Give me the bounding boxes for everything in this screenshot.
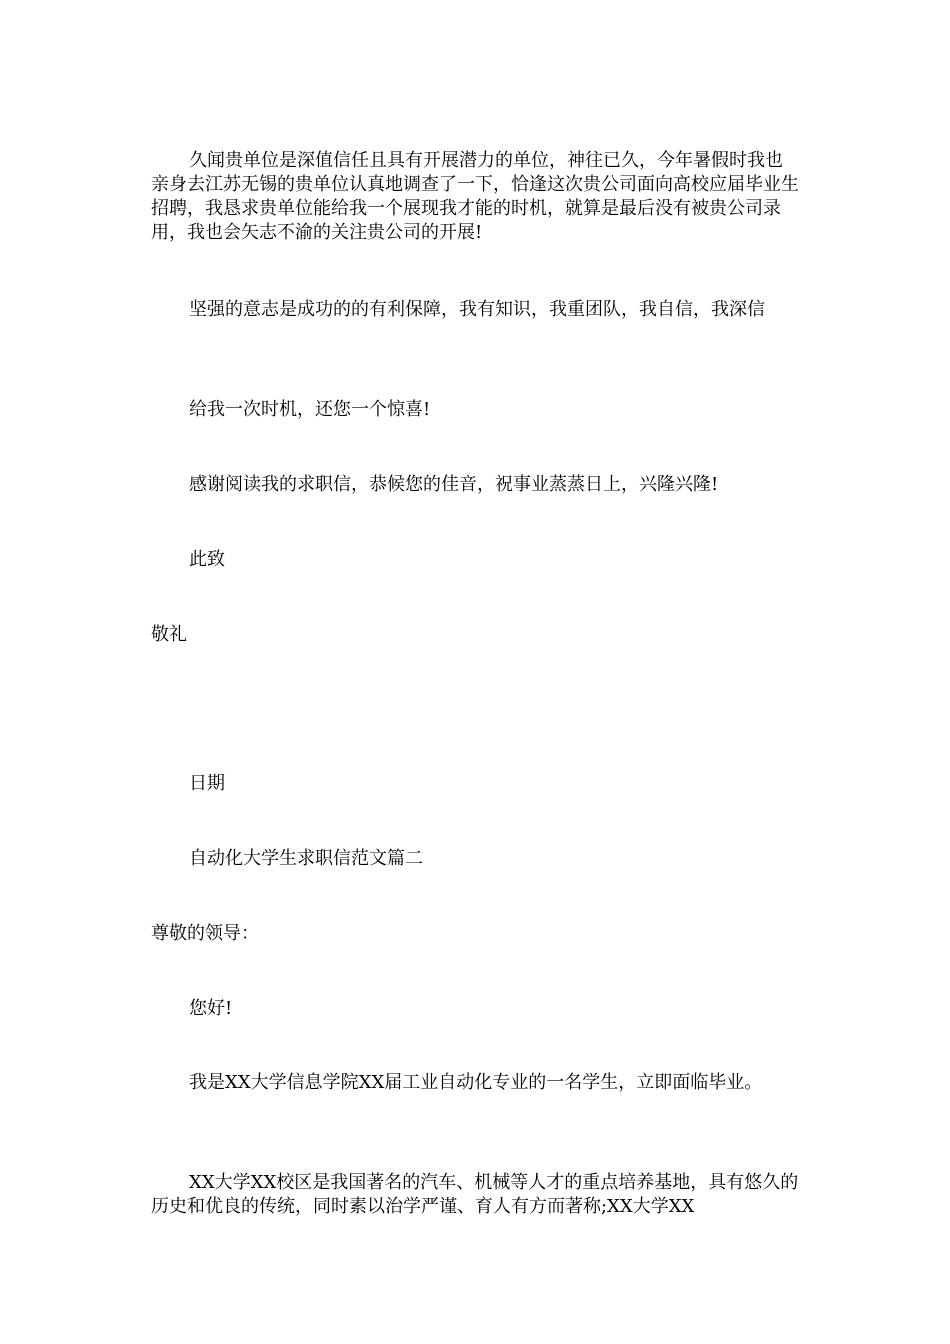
greeting: 您好! <box>189 998 233 1019</box>
date-label: 日期 <box>189 773 225 794</box>
paragraph-will: 坚强的意志是成功的的有利保障，我有知识，我重团队，我自信，我深信 <box>189 299 765 320</box>
paragraph-thanks: 感谢阅读我的求职信，恭候您的佳音，祝事业蒸蒸日上，兴隆兴隆! <box>189 474 719 495</box>
paragraph-university: XX大学XX校区是我国著名的汽车、机械等人才的重点培养基地，具有悠久的历史和优良的传统，同时素以治学严谨、育人有方而著称;XX大学XX <box>151 1172 799 1217</box>
salutation: 尊敬的领导： <box>151 923 259 944</box>
closing-jingli: 敬礼 <box>151 624 187 645</box>
paragraph-intro: 久闻贵单位是深值信任且具有开展潜力的单位，神往已久，今年暑假时我也亲身去江苏无锡的贵单位认真地调查了一下，恰逢这次贵公司面向高校应届毕业生招聘，我恳求贵单位能给我一个展现我才能的时机，就算是最后没有被贵公司录用，我也会矢志不渝的关注贵公司的开展! <box>151 150 799 243</box>
closing-cizhi: 此致 <box>189 549 225 570</box>
section-title: 自动化大学生求职信范文篇二 <box>189 848 423 869</box>
paragraph-chance: 给我一次时机，还您一个惊喜! <box>189 399 431 420</box>
paragraph-self-intro: 我是XX大学信息学院XX届工业自动化专业的一名学生，立即面临毕业。 <box>189 1072 763 1093</box>
